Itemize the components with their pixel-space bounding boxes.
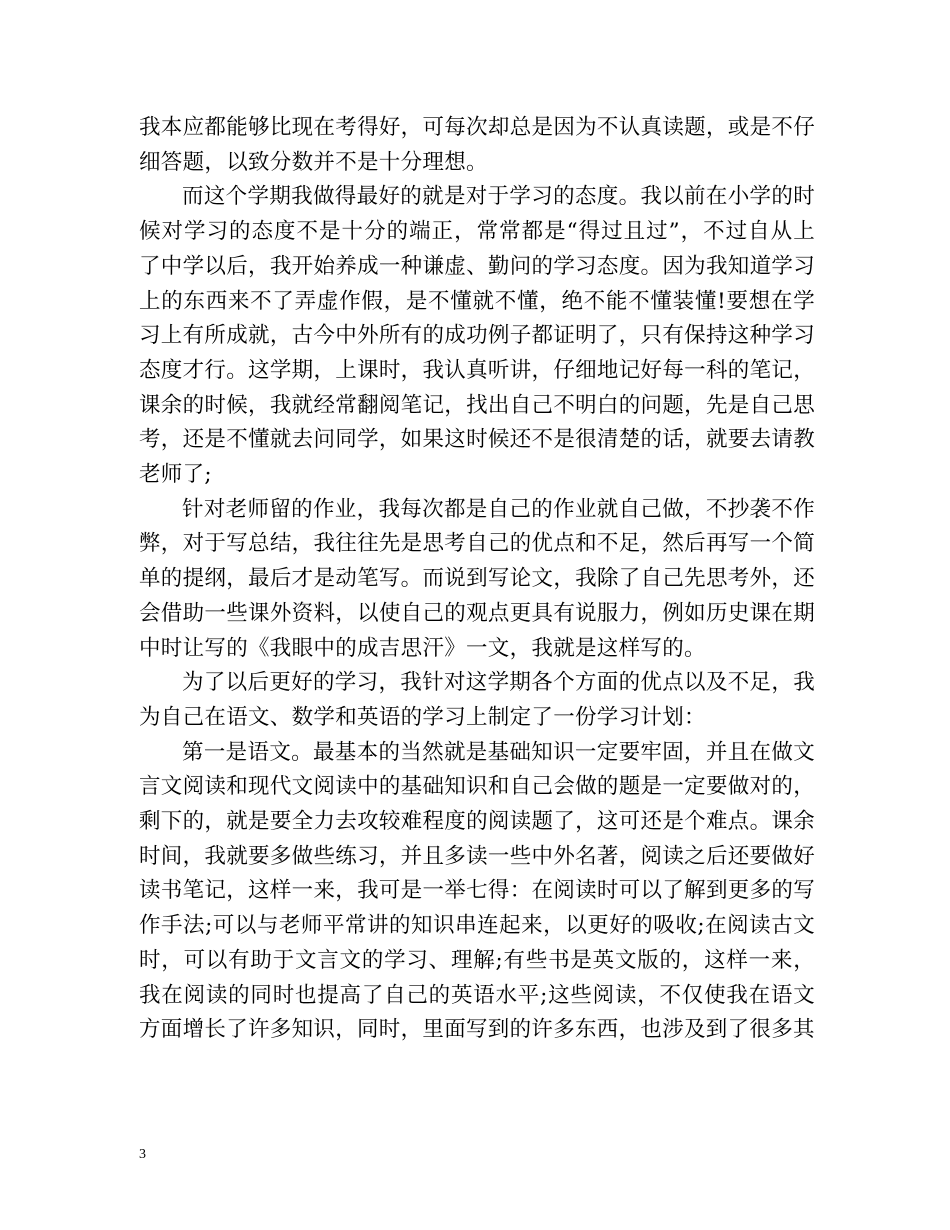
paragraph-3: 针对老师留的作业，我每次都是自己的作业就自己做，不抄袭不作弊，对于写总结，我往往先是思考自己的优点和不足，然后再写一个简单的提纲，最后才是动笔写。而说到写论文，我除了自己先思考外，还会借助一些课外资料，以使自己的观点更具有说服力，例如历史课在期中时让写的《我眼中的成吉思汗》一文，我就是这样写的。 [139, 496, 815, 661]
paragraph-5: 第一是语文。最基本的当然就是基础知识一定要牢固，并且在做文言文阅读和现代文阅读中的基础知识和自己会做的题是一定要做对的，剩下的，就是要全力去攻较难程度的阅读题了，这可还是个难点。课余时间，我就要多做些练习，并且多读一些中外名著，阅读之后还要做好读书笔记，这样一来，我可是一举七得：在阅读时可以了解到更多的写作手法;可以与老师平常讲的知识串连起来，以更好的吸收;在阅读古文时，可以有助于文言文的学习、理解;有些书是英文版的，这样一来，我在阅读的同时也提高了自己的英语水平;这些阅读，不仅使我在语文方面增长了许多知识，同时，里面写到的许多东西，也涉及到了很多其 [139, 739, 815, 1043]
paragraph-4: 为了以后更好的学习，我针对这学期各个方面的优点以及不足，我为自己在语文、数学和英语的学习上制定了一份学习计划： [139, 670, 815, 730]
page-number: 3 [139, 1147, 146, 1162]
document-body [139, 111, 815, 1048]
paragraph-1: 我本应都能够比现在考得好，可每次却总是因为不认真读题，或是不仔细答题，以致分数并不是十分理想。 [139, 115, 815, 175]
paragraph-2: 而这个学期我做得最好的就是对于学习的态度。我以前在小学的时候对学习的态度不是十分的端正，常常都是“得过且过”，不过自从上了中学以后，我开始养成一种谦虚、勤问的学习态度。因为我知道学习上的东西来不了弄虚作假，是不懂就不懂，绝不能不懂装懂!要想在学习上有所成就，古今中外所有的成功例子都证明了，只有保持这种学习态度才行。这学期，上课时，我认真听讲，仔细地记好每一科的笔记，课余的时候，我就经常翻阅笔记，找出自己不明白的问题，先是自己思考，还是不懂就去问同学，如果这时候还不是很清楚的话，就要去请教老师了; [139, 184, 815, 488]
